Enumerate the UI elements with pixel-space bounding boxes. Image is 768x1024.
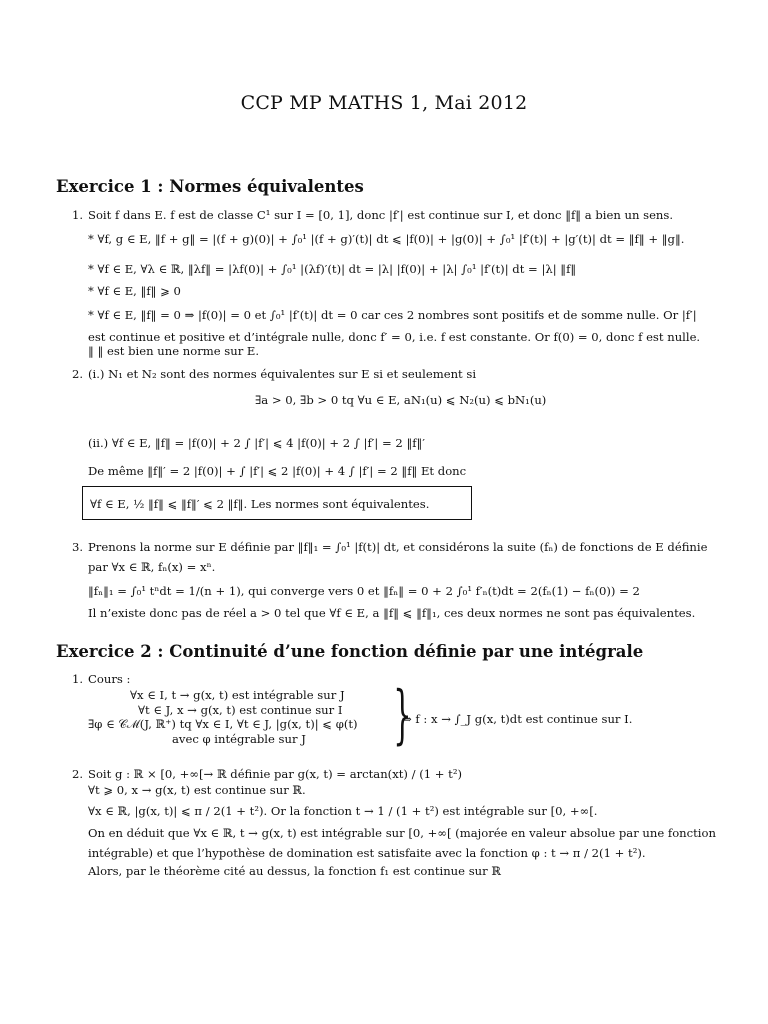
ex1-q2-line3: (ii.) ∀f ∈ E, ‖f‖ = |f(0)| + 2 ∫ |f′| ⩽ 4 |f(0)| + 2 ∫ |f′| = 2 ‖f‖′ (88, 436, 425, 450)
ex2-q2-line6: Alors, par le théorème cité au dessus, la fonction f₁ est continue sur ℝ (88, 864, 501, 878)
ex1-q1-line1: Soit f dans E. f est de classe C¹ sur I = [0, 1], donc |f′| est continue sur I, et donc ‖f‖ a bien un sens. (88, 208, 674, 222)
ex1-q3-line4: Il n’existe donc pas de réel a > 0 tel que ∀f ∈ E, a ‖f‖ ⩽ ‖f‖₁, ces deux normes ne sont pas équivalentes. (88, 606, 696, 620)
ex1-q1-line4: * ∀f ∈ E, ‖f‖ ⩾ 0 (88, 284, 181, 298)
ex1-q2-equivalence-def: ∃a > 0, ∃b > 0 tq ∀u ∈ E, aN₁(u) ⩽ N₂(u) ⩽ bN₁(u) (255, 393, 547, 407)
ex1-q3-line1: Prenons la norme sur E définie par ‖f‖₁ = ∫₀¹ |f(t)| dt, et considérons la suite (fₙ) de fonctions de E définie (88, 540, 708, 554)
ex1-q1-number: 1. (72, 208, 84, 222)
ex2-q1-conclusion: ⇒ f : x → ∫_J g(x, t)dt est continue sur I. (402, 712, 633, 726)
ex1-q2-boxed-text: ∀f ∈ E, ½ ‖f‖ ⩽ ‖f‖′ ⩽ 2 ‖f‖. Les normes sont équivalentes. (90, 497, 430, 511)
ex2-q2-line2: ∀t ⩾ 0, x → g(x, t) est continue sur ℝ. (88, 783, 306, 797)
ex1-q3-line3: ‖fₙ‖₁ = ∫₀¹ tⁿdt = 1/(n + 1), qui converge vers 0 et ‖fₙ‖ = 0 + 2 ∫₀¹ f′ₙ(t)dt = 2(fₙ(1) − fₙ(0)) = 2 (88, 584, 640, 598)
ex2-q1-hypothesis-3: ∃φ ∈ 𝒞ℳ(J, ℝ⁺) tq ∀x ∈ I, ∀t ∈ J, |g(x, t)| ⩽ φ(t) (88, 717, 358, 731)
ex2-q1-number: 1. (72, 672, 84, 686)
ex1-q3-line2: par ∀x ∈ ℝ, fₙ(x) = xⁿ. (88, 560, 216, 574)
exercise-1-heading: Exercice 1 : Normes équivalentes (56, 177, 364, 196)
ex1-q1-line6: est continue et positive et d’intégrale nulle, donc f′ = 0, i.e. f est constante. Or f(0) = 0, donc f est nulle. (88, 330, 701, 344)
ex1-q2-line1: (i.) N₁ et N₂ sont des normes équivalentes sur E si et seulement si (88, 367, 477, 381)
document-title: CCP MP MATHS 1, Mai 2012 (240, 92, 528, 114)
ex2-q1-hypothesis-4: avec φ intégrable sur J (172, 732, 306, 746)
ex2-q2-line5: intégrable) et que l’hypothèse de domination est satisfaite avec la fonction φ : t → π / 2(1 + t²). (88, 846, 646, 860)
ex1-q1-line2: * ∀f, g ∈ E, ‖f + g‖ = |(f + g)(0)| + ∫₀¹ |(f + g)′(t)| dt ⩽ |f(0)| + |g(0)| + ∫₀¹ |f′(t)| + |g′(t)| dt = ‖f‖ + ‖g‖. (88, 232, 685, 246)
ex1-q3-number: 3. (72, 540, 84, 554)
ex1-q1-line7: ‖ ‖ est bien une norme sur E. (88, 344, 260, 358)
ex2-q1-cours-label: Cours : (88, 672, 131, 686)
ex2-q1-hypothesis-2: ∀t ∈ J, x → g(x, t) est continue sur I (138, 703, 343, 717)
ex1-q1-line5: * ∀f ∈ E, ‖f‖ = 0 ⇒ |f(0)| = 0 et ∫₀¹ |f′(t)| dt = 0 car ces 2 nombres sont positifs et de somme nulle. Or |f′| (88, 308, 697, 322)
exercise-2-heading: Exercice 2 : Continuité d’une fonction définie par une intégrale (56, 642, 644, 661)
ex1-q1-line3: * ∀f ∈ E, ∀λ ∈ ℝ, ‖λf‖ = |λf(0)| + ∫₀¹ |(λf)′(t)| dt = |λ| |f(0)| + |λ| ∫₀¹ |f′(t)| dt = |λ| ‖f‖ (88, 262, 577, 276)
ex2-q2-line4: On en déduit que ∀x ∈ ℝ, t → g(x, t) est intégrable sur [0, +∞[ (majorée en valeur absolue par une fonction (88, 826, 716, 840)
ex2-q2-number: 2. (72, 767, 84, 781)
ex2-q2-line3: ∀x ∈ ℝ, |g(x, t)| ⩽ π / 2(1 + t²). Or la fonction t → 1 / (1 + t²) est intégrable sur [0, +∞[. (88, 804, 598, 818)
ex1-q2-line4: De même ‖f‖′ = 2 |f(0)| + ∫ |f′| ⩽ 2 |f(0)| + 4 ∫ |f′| = 2 ‖f‖ Et donc (88, 464, 467, 478)
right-brace: } (393, 678, 412, 752)
ex2-q1-hypothesis-1: ∀x ∈ I, t → g(x, t) est intégrable sur J (130, 688, 345, 702)
ex2-q2-line1: Soit g : ℝ × [0, +∞[→ ℝ définie par g(x, t) = arctan(xt) / (1 + t²) (88, 767, 463, 781)
ex1-q2-number: 2. (72, 367, 84, 381)
